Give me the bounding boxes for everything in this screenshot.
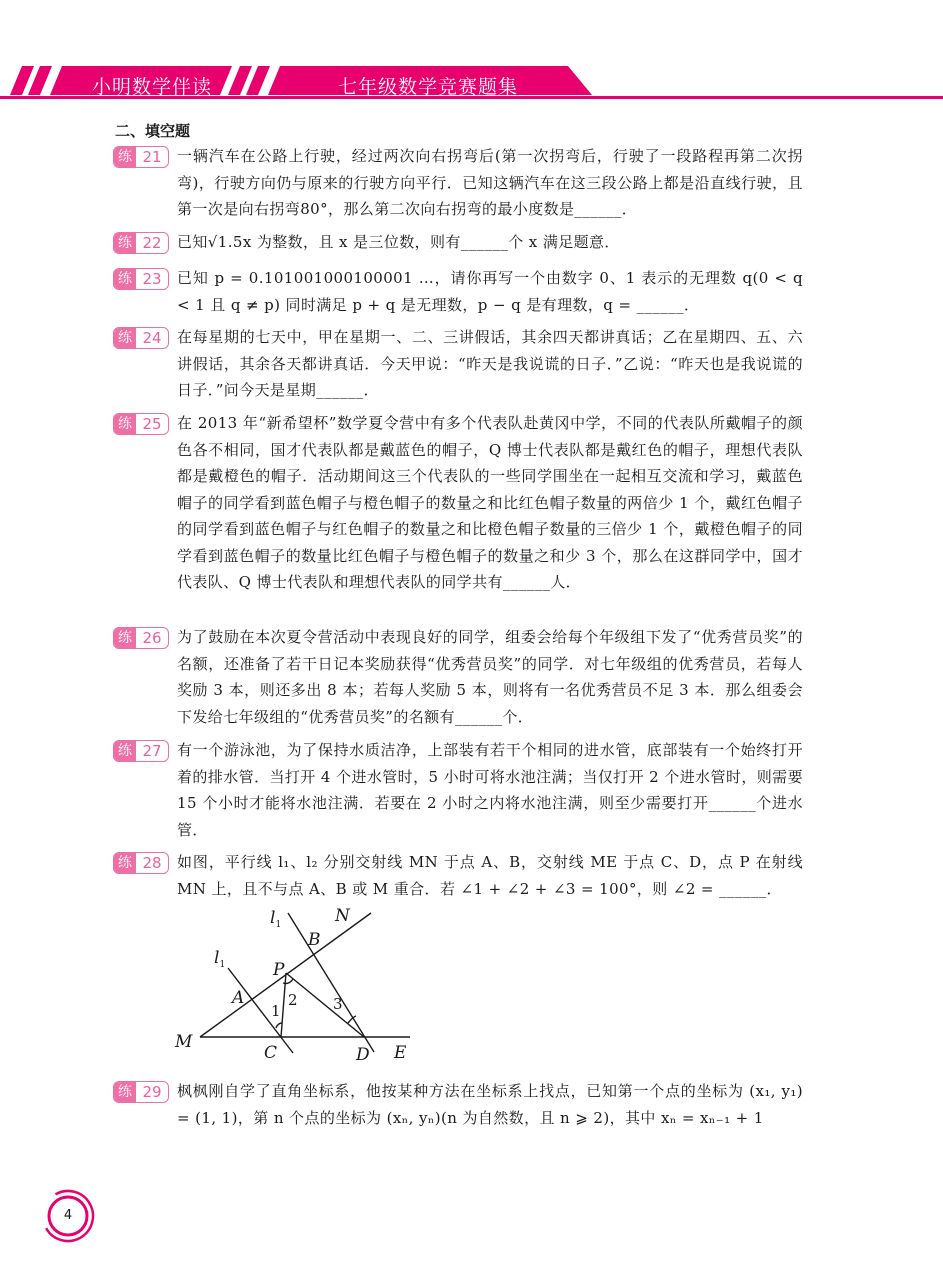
problem-21 bbox=[113, 143, 803, 223]
problem-text: 在每星期的七天中，甲在星期一、二、三讲假话，其余四天都讲真话；乙在星期四、五、六讲假话，其余各天都讲真话．今天甲说：“昨天是我说谎的日子．”乙说：“昨天也是我说谎的日子．”问今天是星期______． bbox=[177, 328, 803, 399]
badge-number: 25 bbox=[142, 415, 162, 433]
header-right-title: 七年级数学竞赛题集 bbox=[338, 76, 519, 98]
problem-text: 已知 p = 0.101001000100001 …，请你再写一个由数字 0、1 表示的无理数 q(0 < q < 1 且 q ≠ p) 同时满足 p + q 是无理数，p − q 是有理数，q = ______． bbox=[177, 269, 803, 314]
problem-text: 有一个游泳池，为了保持水质洁净，上部装有若干个相同的进水管，底部装有一个始终打开着的排水管．当打开 4 个进水管时，5 小时可将水池注满；当仅打开 2 个进水管时，则需要 15 个小时才能将水池注满．若要在 2 小时之内将水池注满，则至少需要打开______个进水管． bbox=[177, 741, 803, 839]
badge-number: 24 bbox=[142, 329, 162, 347]
geometry-figure bbox=[170, 903, 430, 1072]
label-l-left: $l_1$ bbox=[214, 948, 226, 970]
page-number bbox=[40, 1188, 96, 1244]
label-C: C bbox=[264, 1043, 278, 1063]
line-l-top bbox=[288, 913, 374, 1052]
badge-number: 29 bbox=[142, 1083, 162, 1101]
label-l-top: $l_1$ bbox=[270, 908, 282, 930]
badge-prefix: 练 bbox=[114, 328, 136, 348]
problem-25 bbox=[113, 410, 803, 596]
badge-number: 26 bbox=[142, 629, 162, 647]
badge-prefix: 练 bbox=[114, 1082, 136, 1102]
problem-badge bbox=[113, 268, 169, 290]
badge-prefix: 练 bbox=[114, 853, 136, 873]
problem-text: 在 2013 年“新希望杯”数学夏令营中有多个代表队赴黄冈中学，不同的代表队所戴帽子的颜色各不相同，国才代表队都是戴蓝色的帽子，Q 博士代表队都是戴红色的帽子，理想代表队都是戴橙色的帽子．活动期间这三个代表队的一些同学围坐在一起相互交流和学习，戴蓝色帽子的同学看到蓝色帽子与橙色帽子的数量之和比红色帽子数量的两倍少 1 个，戴红色帽子的同学看到蓝色帽子与红色帽子的数量之和比橙色帽子数量的三倍少 1 个，戴橙色帽子的同学看到蓝色帽子的数量比红色帽子与橙色帽子的数量之和少 3 个，那么在这群同学中，国才代表队、Q 博士代表队和理想代表队的同学共有______人． bbox=[177, 414, 803, 591]
angle-arc-2 bbox=[283, 979, 293, 984]
badge-number: 22 bbox=[142, 234, 162, 252]
label-angle-1: 1 bbox=[271, 1002, 281, 1020]
problem-badge bbox=[113, 232, 169, 254]
badge-prefix: 练 bbox=[114, 269, 136, 289]
problem-text: 已知√1.5x 为整数，且 x 是三位数，则有______个 x 满足题意． bbox=[177, 233, 620, 251]
section-title: 二、填空题 bbox=[115, 122, 191, 140]
problem-text: 如图，平行线 l₁、l₂ 分别交射线 MN 于点 A、B，交射线 ME 于点 C、D，点 P 在射线 MN 上，且不与点 A、B 或 M 重合．若 ∠1 + ∠2 + ∠3 = 100°，则 ∠2 = ______． bbox=[177, 853, 803, 898]
problem-22 bbox=[113, 229, 803, 256]
problem-badge bbox=[113, 327, 169, 349]
problem-29 bbox=[113, 1078, 803, 1131]
badge-prefix: 练 bbox=[114, 233, 136, 253]
problem-26 bbox=[113, 624, 803, 730]
problem-badge bbox=[113, 1081, 169, 1103]
badge-prefix: 练 bbox=[114, 741, 136, 761]
badge-number: 28 bbox=[142, 854, 162, 872]
badge-prefix: 练 bbox=[114, 628, 136, 648]
label-A: A bbox=[232, 988, 245, 1008]
badge-number: 23 bbox=[142, 270, 162, 288]
problem-27 bbox=[113, 737, 803, 843]
label-D: D bbox=[356, 1045, 370, 1065]
label-B: B bbox=[308, 930, 321, 950]
page-number-text: 4 bbox=[63, 1208, 73, 1223]
label-angle-2: 2 bbox=[288, 991, 298, 1009]
problem-badge bbox=[113, 740, 169, 762]
label-angle-3: 3 bbox=[333, 995, 343, 1013]
badge-prefix: 练 bbox=[114, 414, 136, 434]
problem-text: 枫枫刚自学了直角坐标系，他按某种方法在坐标系上找点，已知第一个点的坐标为 (x₁, y₁) = (1, 1)，第 n 个点的坐标为 (xₙ, yₙ)(n 为自然数，且 n ⩾ 2)，其中 xₙ = xₙ₋₁ + 1 bbox=[177, 1082, 803, 1127]
problem-text: 为了鼓励在本次夏令营活动中表现良好的同学，组委会给每个年级组下发了“优秀营员奖”的名额，还准备了若干日记本奖励获得“优秀营员奖”的同学．对七年级组的优秀营员，若每人奖励 3 本，则还多出 8 本；若每人奖励 5 本，则将有一名优秀营员不足 3 本．那么组委会下发给七年级组的“优秀营员奖”的名额有______个． bbox=[177, 628, 803, 726]
problem-text: 一辆汽车在公路上行驶，经过两次向右拐弯后(第一次拐弯后，行驶了一段路程再第二次拐弯)，行驶方向仍与原来的行驶方向平行．已知这辆汽车在这三段公路上都是沿直线行驶，且第一次是向右拐弯80°，那么第二次向右拐弯的最小度数是______． bbox=[177, 147, 803, 218]
badge-prefix: 练 bbox=[114, 147, 136, 167]
geometry-diagram bbox=[170, 903, 430, 1068]
problem-badge bbox=[113, 146, 169, 168]
segment-PD bbox=[286, 973, 364, 1037]
problem-badge bbox=[113, 413, 169, 435]
page-header bbox=[0, 66, 943, 106]
header-left-title: 小明数学伴读 bbox=[92, 76, 213, 98]
problem-badge bbox=[113, 852, 169, 874]
label-M: M bbox=[175, 1032, 193, 1052]
problem-28 bbox=[113, 849, 803, 902]
problem-badge bbox=[113, 627, 169, 649]
label-P: P bbox=[273, 960, 285, 980]
label-E: E bbox=[394, 1043, 407, 1063]
badge-number: 21 bbox=[142, 148, 162, 166]
problem-23 bbox=[113, 265, 803, 318]
badge-number: 27 bbox=[142, 742, 162, 760]
problem-24 bbox=[113, 324, 803, 404]
label-N: N bbox=[335, 906, 350, 926]
